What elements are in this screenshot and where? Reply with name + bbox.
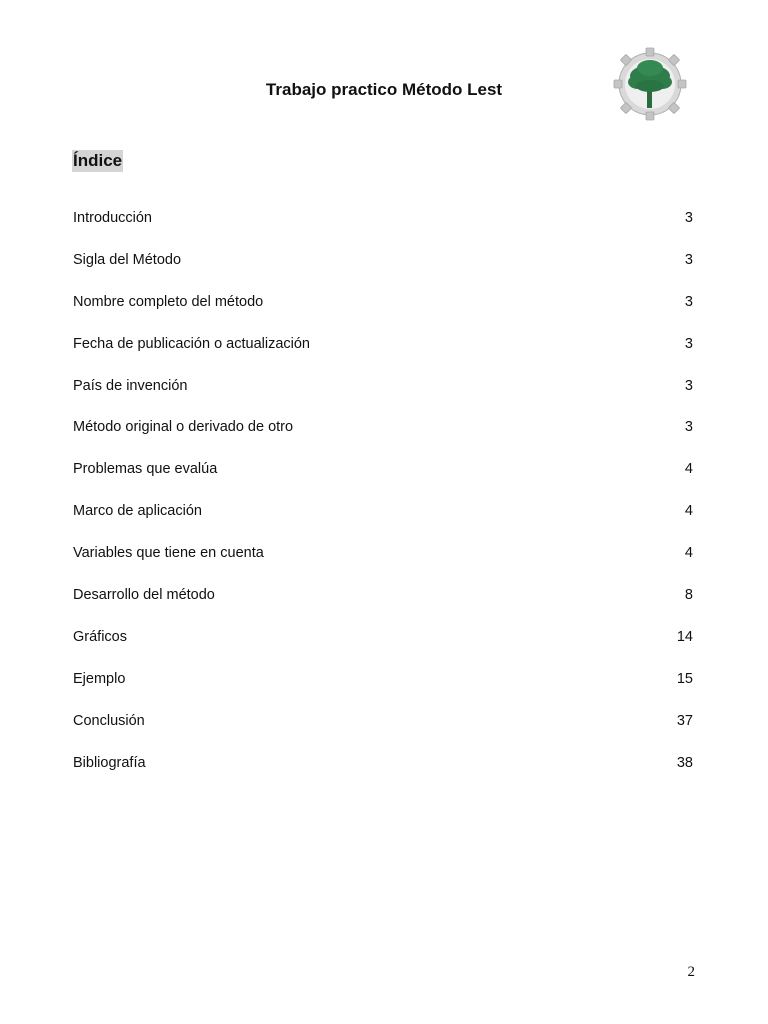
document-title: Trabajo practico Método Lest <box>265 80 503 99</box>
toc-entry-label: Gráficos <box>73 628 127 645</box>
toc-entry <box>73 501 693 543</box>
toc-entry-page: 4 <box>684 461 693 478</box>
toc-entry-label: Variables que tiene en cuenta <box>73 545 264 562</box>
toc-entry-page: 14 <box>676 628 693 645</box>
toc-entry-page: 3 <box>684 335 693 352</box>
page-number: 2 <box>687 964 695 980</box>
toc-entry-page: 37 <box>676 712 693 729</box>
toc-entry <box>73 208 693 250</box>
toc-entry <box>73 250 693 292</box>
table-of-contents <box>73 208 693 794</box>
toc-entry-label: Introducción <box>73 210 152 226</box>
toc-entry-label: Bibliografía <box>73 754 146 771</box>
toc-entry-label: País de invención <box>73 377 188 394</box>
toc-entry-page: 3 <box>684 293 693 310</box>
toc-entry-label: Conclusión <box>73 712 145 729</box>
toc-entry-label: Problemas que evalúa <box>73 461 218 478</box>
toc-entry-page: 38 <box>676 754 693 771</box>
toc-entry-page: 3 <box>684 377 693 394</box>
toc-entry <box>73 669 693 711</box>
toc-entry-label: Ejemplo <box>73 670 126 687</box>
toc-entry <box>73 459 693 501</box>
toc-entry <box>73 585 693 627</box>
toc-entry-page: 3 <box>684 419 693 436</box>
gear-tree-logo-icon <box>608 46 692 122</box>
toc-entry <box>73 627 693 669</box>
toc-entry <box>73 753 693 795</box>
toc-entry-page: 4 <box>684 545 693 562</box>
toc-entry-page: 4 <box>684 503 693 520</box>
toc-entry <box>73 376 693 418</box>
toc-entry <box>73 711 693 753</box>
toc-entry-label: Método original o derivado de otro <box>73 419 294 436</box>
toc-entry-page: 15 <box>676 670 693 687</box>
toc-entry <box>73 543 693 585</box>
index-heading: Índice <box>73 151 123 170</box>
toc-entry-page: 3 <box>684 251 693 268</box>
toc-entry-label: Nombre completo del método <box>73 293 264 310</box>
toc-entry-label: Fecha de publicación o actualización <box>73 335 310 352</box>
toc-entry <box>73 334 693 376</box>
toc-entry <box>73 292 693 334</box>
toc-entry-page: 3 <box>684 210 693 226</box>
toc-entry-label: Sigla del Método <box>73 251 182 268</box>
toc-entry <box>73 417 693 459</box>
toc-entry-label: Desarrollo del método <box>73 587 215 604</box>
toc-entry-page: 8 <box>684 587 693 604</box>
toc-entry-label: Marco de aplicación <box>73 503 202 520</box>
